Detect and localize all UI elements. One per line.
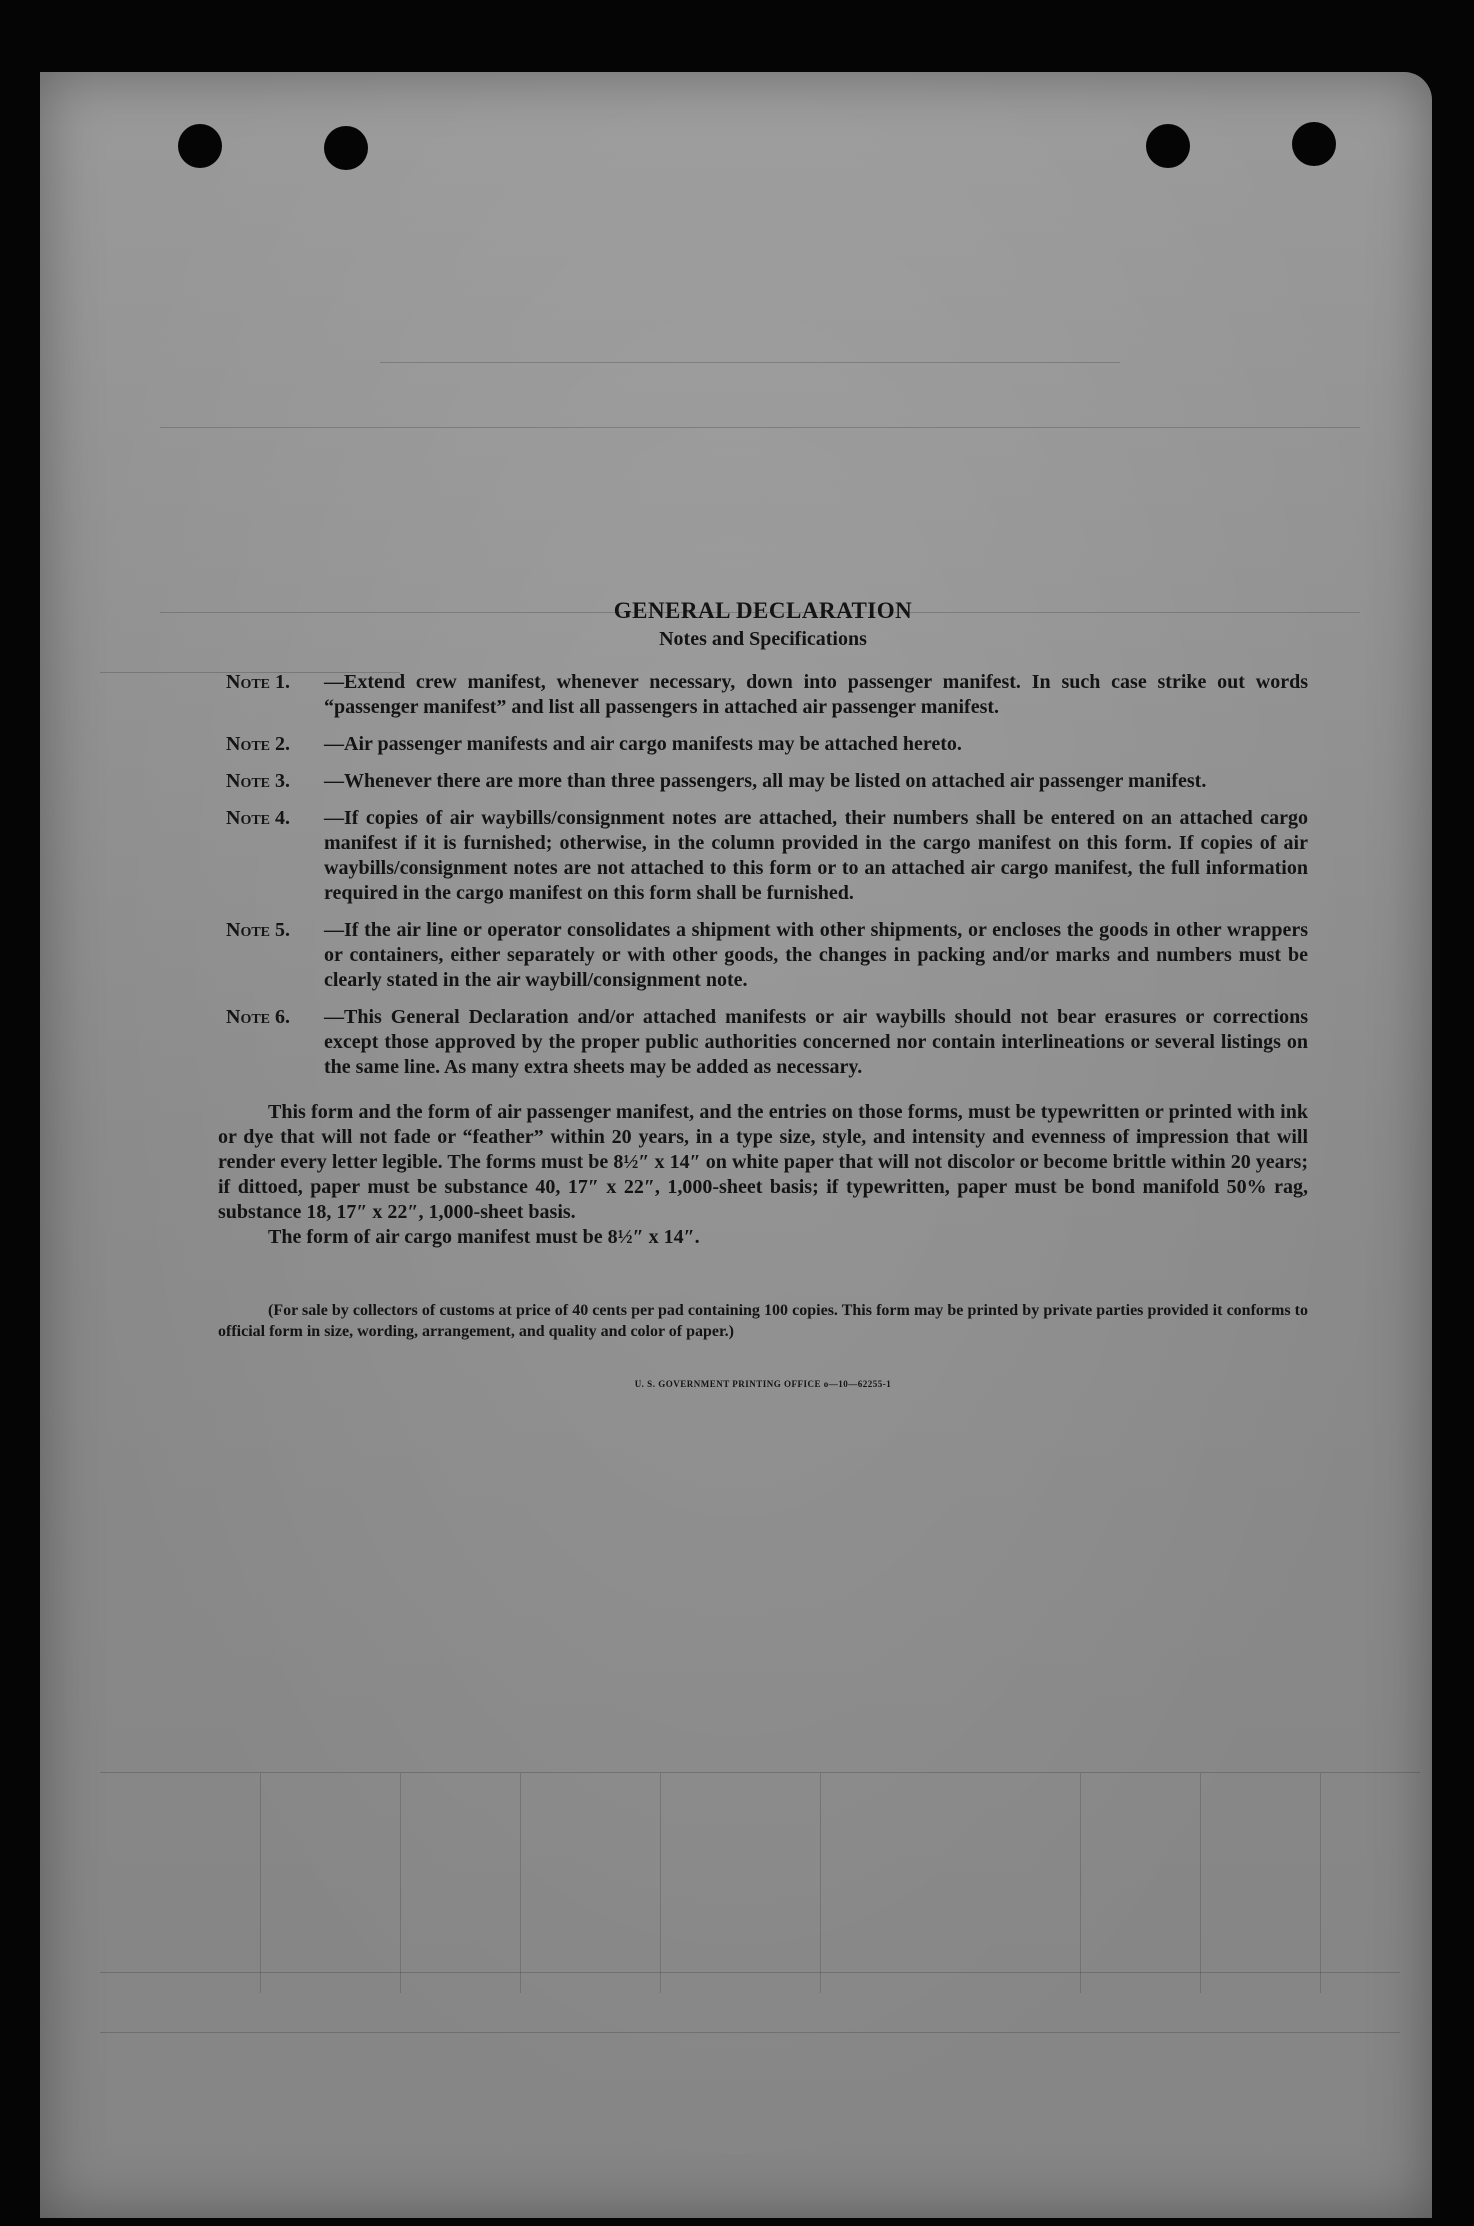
sale-notice: (For sale by collectors of customs at price of 40 cents per pad containing 100 copies. This form may be printed by private parties provided it conforms to official form in size, wording, arrangement, and quality and color of paper.)	[218, 1302, 1308, 1340]
bleed-through-line	[160, 427, 1360, 428]
note-6	[218, 1005, 1308, 1080]
bleed-through-table	[100, 1772, 1420, 1993]
note-5	[218, 918, 1308, 993]
note-3	[218, 769, 1308, 794]
bleed-through-line	[100, 2032, 1400, 2033]
bleed-through-line	[380, 362, 1120, 363]
note-label: Note 5.	[226, 919, 291, 941]
note-label: Note 6.	[226, 1006, 291, 1028]
note-label: Note 2.	[226, 733, 291, 755]
printer-imprint: U. S. GOVERNMENT PRINTING OFFICE o—10—62255-1	[634, 1379, 892, 1389]
page-title: GENERAL DECLARATION	[613, 598, 913, 623]
punch-hole	[178, 124, 222, 168]
note-1	[218, 670, 1308, 720]
note-label: Note 4.	[226, 807, 291, 829]
note-label: Note 1.	[226, 671, 291, 693]
note-text: —Air passenger manifests and air cargo manifests may be attached hereto.	[324, 733, 962, 755]
punch-hole	[1292, 122, 1336, 166]
note-label: Note 3.	[226, 770, 291, 792]
punch-hole	[324, 126, 368, 170]
note-4	[218, 806, 1308, 906]
note-text: —If the air line or operator consolidates a shipment with other shipments, or encloses the goods in other wrappers or containers, either separately or with other goods, the changes in packing and/or marks and numbers must be clearly stated in the air waybill/consignment note.	[324, 919, 1308, 991]
note-text: —Extend crew manifest, whenever necessary, down into passenger manifest. In such case strike out words “passenger manifest” and list all passengers in attached air passenger manifest.	[324, 671, 1308, 718]
page-subtitle: Notes and Specifications	[659, 628, 867, 650]
notes-and-specifications	[218, 598, 1308, 1397]
specification-paragraph: This form and the form of air passenger manifest, and the entries on those forms, must be typewritten or printed with ink or dye that will not fade or “feather” within 20 years, in a type size, style, and intensity and evenness of impression that will render every letter legible. The forms must be 8½″ x 14″ on white paper that will not discolor or become brittle within 20 years; if dittoed, paper must be substance 40, 17″ x 22″, 1,000-sheet basis; if typewritten, paper must be bond manifold 50% rag, substance 18, 17″ x 22″, 1,000-sheet basis.	[218, 1101, 1308, 1223]
cargo-manifest-size-paragraph: The form of air cargo manifest must be 8½″ x 14″.	[268, 1226, 700, 1248]
note-2	[218, 732, 1308, 757]
note-text: —This General Declaration and/or attached manifests or air waybills should not bear erasures or corrections except those approved by the proper public authorities concerned nor contain interlineations or several listings on the same line. As many extra sheets may be added as necessary.	[324, 1006, 1308, 1078]
punch-hole	[1146, 124, 1190, 168]
note-text: —If copies of air waybills/consignment notes are attached, their numbers shall be entered on an attached cargo manifest if it is furnished; otherwise, in the column provided in the cargo manifest on this form. If copies of air waybills/consignment notes are not attached to this form or to an attached air cargo manifest, the full information required in the cargo manifest on this form shall be furnished.	[324, 807, 1308, 904]
note-text: —Whenever there are more than three passengers, all may be listed on attached air passenger manifest.	[324, 770, 1207, 792]
